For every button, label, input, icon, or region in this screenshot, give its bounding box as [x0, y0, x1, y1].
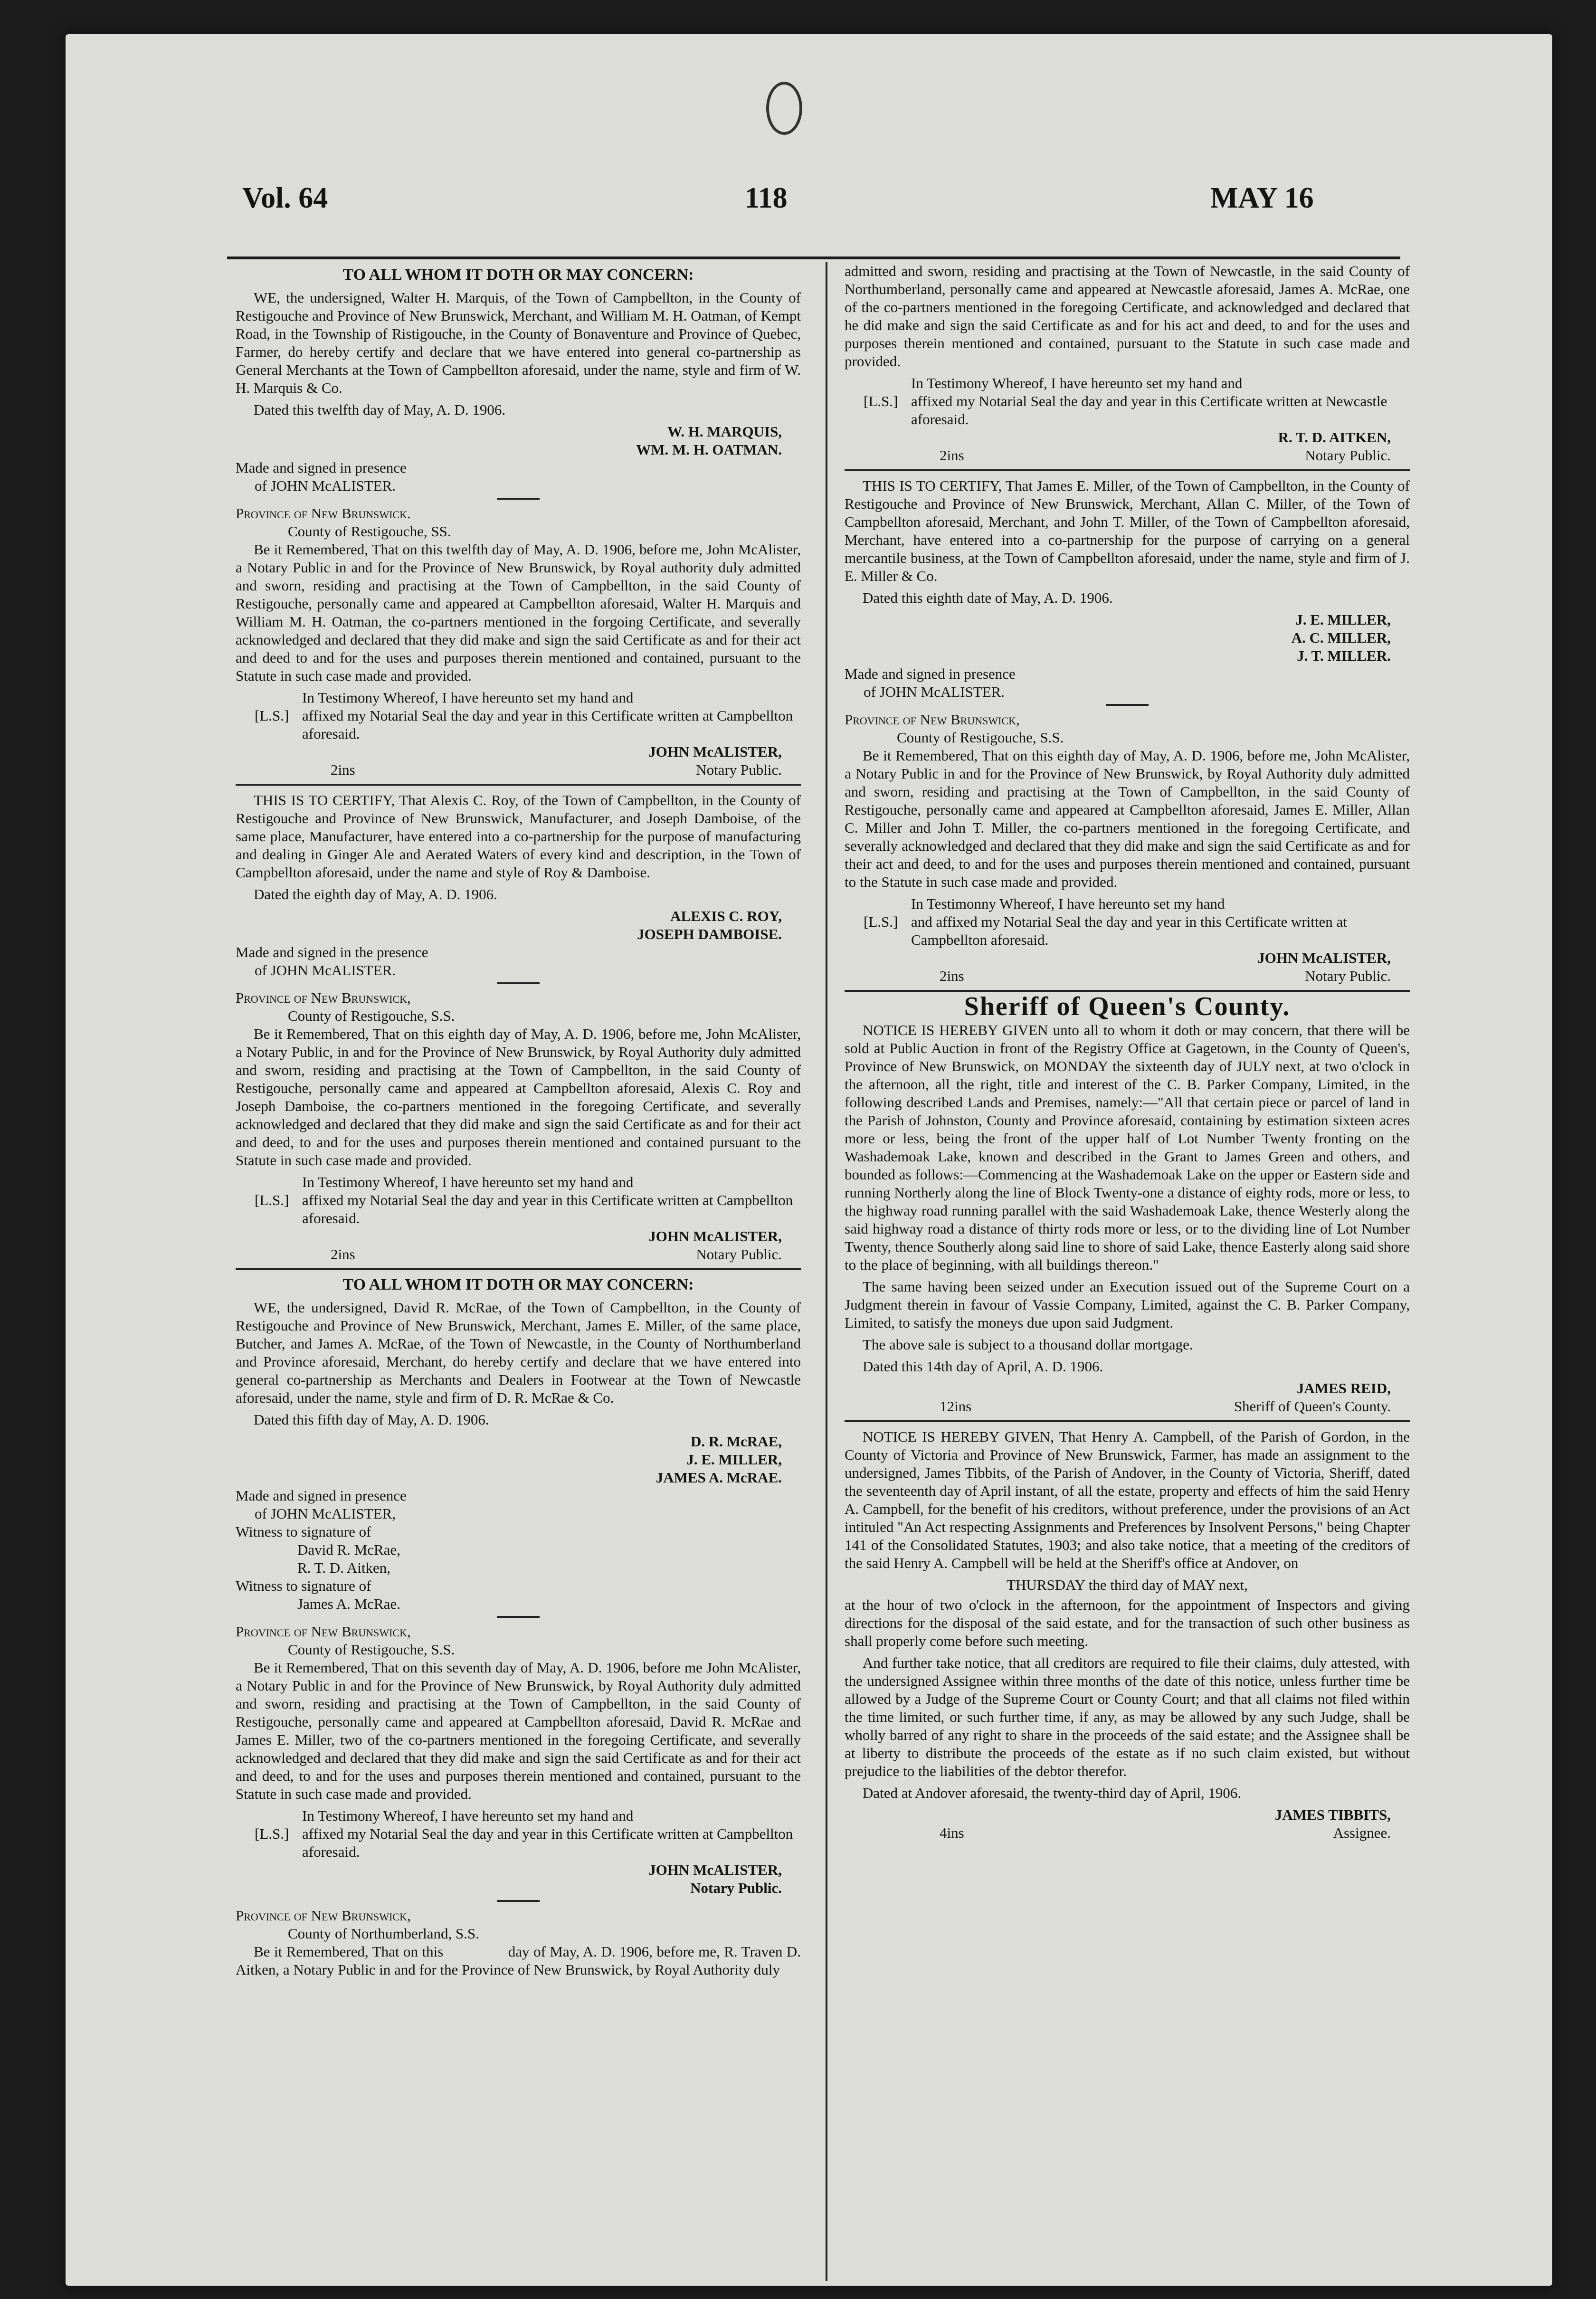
county-line: County of Northumberland, S.S. [288, 1925, 479, 1942]
notice-footer [236, 761, 801, 779]
presence-witness: of JOHN McALISTER. [255, 962, 396, 978]
signature: JAMES A. McRAE. [656, 1469, 782, 1486]
notice-footer [845, 1397, 1410, 1416]
issue-date: MAY 16 [1210, 182, 1314, 214]
ink-mark [766, 82, 802, 135]
province-line: Province of New Brunswick, [236, 1623, 411, 1640]
seal-block [236, 1825, 801, 1861]
witness-name: James A. McRae. [297, 1596, 400, 1612]
page-number: 118 [745, 182, 788, 214]
partnership-notice-marquis [236, 266, 801, 779]
sale-title: Sheriff of Queen's County. [964, 992, 1291, 1021]
notary-title: Notary Public. [696, 1246, 782, 1263]
seal-tag: [L.S.] [255, 1192, 289, 1208]
volume-number: Vol. 64 [242, 182, 328, 214]
notice-footer [845, 1824, 1410, 1842]
sale-mortgage: The above sale is subject to a thousand dollar mortgage. [863, 1336, 1193, 1353]
section-rule [845, 1420, 1410, 1422]
province-line: Province of New Brunswick, [236, 1907, 411, 1924]
notice-footer [236, 1245, 801, 1264]
column-divider [826, 262, 827, 2281]
seal-tag: [L.S.] [864, 393, 898, 409]
testimony-line: In Testimony Whereof, I have hereunto set my hand and [302, 1807, 634, 1824]
witness-name: David R. McRae, [297, 1541, 400, 1558]
remembered-text: Be it Remembered, That on this day of May, A. D. 1906, before me, R. Traven D. Aitken, a Notary Public in and for the Province of New Brunswick, by Royal Authority duly [236, 1943, 804, 1978]
seal-tag: [L.S.] [864, 913, 898, 930]
signature: J. E. MILLER, [686, 1451, 782, 1468]
signature: A. C. MILLER, [1291, 629, 1391, 646]
presence-line: Made and signed in presence [236, 459, 407, 476]
province-line: Province of New Brunswick, [236, 989, 411, 1006]
sheriff-signature: JAMES REID, [1296, 1380, 1391, 1396]
left-column [236, 262, 804, 1983]
remembered-text: Be it Remembered, That on this twelfth day of May, A. D. 1906, before me, John McAlister, a Notary Public in and for the Province of New Brunswick, by Royal authority duly admitted and sworn, residing and practising at the Town of Campbellton, in the said County of Restigouche, personally came and appeared at Campbellton aforesaid, Walter H. Marquis and William M. H. Oatman, the co-partners mentioned in the forgoing Certificate, and severally acknowledged and declared that they did make and sign the said Certificate as and for their act and deed to and for the uses and purposes therein mentioned and contained, pursuant to the Statute in such case made and provided. [236, 541, 801, 684]
notary-signature: JOHN McALISTER, [648, 743, 782, 760]
seal-text: and affixed my Notarial Seal the day and year in this Certificate written at Campbellton aforesaid. [911, 913, 1347, 948]
presence-line: Made and signed in the presence [236, 944, 428, 960]
notice-body: WE, the undersigned, David R. McRae, of the Town of Campbellton, in the County of Restigouche and Province of New Brunswick, Merchant, James E. Miller, of the same place, Butcher, and James A. McRae, of the Town of Newcastle, in the County of Northumberland and Province aforesaid, Merchant, do hereby certify and declare that we have entered into general co-partnership as Merchants and Dealers in Footwear at the Town of Newcastle aforesaid, under the name, style and firm of D. R. McRae & Co. [236, 1299, 801, 1406]
seal-tag: [L.S.] [255, 707, 289, 724]
notice-heading: TO ALL WHOM IT DOTH OR MAY CONCERN: [342, 266, 694, 284]
mcrae-notice-continued [845, 262, 1410, 465]
signature: ALEXIS C. ROY, [670, 908, 782, 924]
short-rule [1106, 704, 1149, 706]
notary-title: Notary Public. [1305, 447, 1391, 464]
notice-dated: Dated this twelfth day of May, A. D. 1906. [254, 401, 506, 418]
notary-title: Notary Public. [696, 761, 782, 778]
testimony-line: In Testimony Whereof, I have hereunto set my hand and [302, 1174, 634, 1190]
partnership-notice-miller [845, 477, 1410, 985]
presence-line: Made and signed in presence [236, 1487, 407, 1504]
sheriff-title: Sheriff of Queen's County. [1234, 1398, 1391, 1415]
partnership-notice-mcrae [236, 1276, 804, 1979]
assignment-meeting: at the hour of two o'clock in the afternoon, for the appointment of Inspectors and giving directions for the disposal of the said estate, and for the transaction of such other business as shall properly come before such meeting. [845, 1596, 1410, 1649]
signature: D. R. McRAE, [691, 1433, 782, 1450]
witness-line: Witness to signature of [236, 1523, 371, 1540]
sale-dated: Dated this 14th day of April, A. D. 1906. [863, 1358, 1103, 1375]
assignment-notice [845, 1428, 1410, 1842]
signature: WM. M. H. OATMAN. [636, 441, 782, 458]
section-rule [845, 469, 1410, 471]
testimony-line: In Testimonny Whereof, I have hereunto set my hand [911, 895, 1225, 912]
witness-name: R. T. D. Aitken, [297, 1559, 391, 1576]
county-line: County of Restigouche, S.S. [288, 1007, 455, 1024]
seal-block [236, 1191, 801, 1227]
notary-signature: JOHN McALISTER, [1257, 950, 1391, 966]
sale-execution: The same having been seized under an Execution issued out of the Supreme Court on a Judgment therein in favour of Vassie Company, Limited, against the C. B. Parker Company, Limited, to satisfy the moneys due upon said Judgment. [845, 1278, 1410, 1331]
notice-body: WE, the undersigned, Walter H. Marquis, of the Town of Campbellton, in the County of Restigouche and Province of New Brunswick, Merchant, and William M. H. Oatman, of Kempt Road, in the Township of Ristigouche, in the County of Bonaventure and Province of Quebec, Farmer, do hereby certify and declare that we have entered into general co-partnership as General Merchants at the Town of Campbellton aforesaid, under the name, style and firm of W. H. Marquis & Co. [236, 289, 801, 396]
assignment-claims: And further take notice, that all creditors are required to file their claims, duly attested, with the undersigned Assignee within three months of the date of this notice, unless further time be allowed by a Judge of the Supreme Court or County Court; and that all claims not filed within the time limited, or such further time, if any, as may be allowed by any such Judge, shall be wholly barred of any right to share in the proceeds of the said estate; and the Assignee shall be at liberty to distribute the proceeds of the estate as if no such claim existed, but without prejudice to the liabilities of the debtor therefor. [845, 1654, 1410, 1779]
testimony-line: In Testimony Whereof, I have hereunto set my hand and [911, 375, 1243, 391]
insertion-count: 4ins [940, 1824, 964, 1841]
insertion-count: 12ins [940, 1398, 972, 1415]
province-line: Province of New Brunswick. [236, 505, 411, 522]
province-line: Province of New Brunswick, [845, 711, 1020, 728]
notice-heading: TO ALL WHOM IT DOTH OR MAY CONCERN: [342, 1276, 694, 1293]
notice-dated: Dated this fifth day of May, A. D. 1906. [254, 1411, 489, 1428]
notice-footer [845, 967, 1410, 985]
seal-block [236, 707, 801, 743]
county-line: County of Restigouche, SS. [288, 523, 451, 540]
county-line: County of Restigouche, S.S. [897, 729, 1064, 746]
header-rule [227, 256, 1400, 259]
insertion-count: 2ins [940, 968, 964, 984]
right-column [845, 262, 1410, 1842]
county-line: County of Restigouche, S.S. [288, 1641, 455, 1658]
notary-signature: JOHN McALISTER, [648, 1862, 782, 1878]
notary-signature: R. T. D. AITKEN, [1278, 429, 1391, 446]
remembered-text: Be it Remembered, That on this eighth day of May, A. D. 1906, before me, John McAlister, a Notary Public, in and for the Province of New Brunswick, by Royal Authority duly admitted and sworn, residing and practising at the Town of Campbellton, in the said County of Restigouche, personally came and appeared at Campbellton aforesaid, Alexis C. Roy and Joseph Damboise, the co-partners mentioned in the foregoing Certificate, and severally acknowledged and declared that they did make and sign the said Certificate as and for their act and deed, to and for the uses and purposes therein mentioned and contained pursuant to the Statute in such case made and provided. [236, 1026, 801, 1168]
partnership-notice-roy [236, 791, 801, 1264]
seal-text: affixed my Notarial Seal the day and year in this Certificate written at Campbellton aforesaid. [302, 1825, 793, 1860]
notice-dated: Dated the eighth day of May, A. D. 1906. [254, 886, 497, 902]
short-rule [497, 498, 540, 500]
short-rule [497, 1616, 540, 1618]
notary-title: Notary Public. [1305, 968, 1391, 984]
notary-title: Notary Public. [690, 1880, 782, 1896]
presence-witness: of JOHN McALISTER. [255, 477, 396, 494]
notice-footer [845, 446, 1410, 465]
presence-witness: of JOHN McALISTER, [255, 1505, 396, 1522]
notice-body: THIS IS TO CERTIFY, That James E. Miller, of the Town of Campbellton, in the County of Restigouche and Province of New Brunswick, Merchant, Allan C. Miller, of the Town of Campbellton aforesaid, Merchant, and John T. Miller, of the Town of Campbellton aforesaid, Merchant, have entered into a co-partnership for the purpose of carrying on a general mercantile business, at the Town of Campbellton aforesaid, under the name, style and firm of J. E. Miller & Co. [845, 477, 1410, 584]
continued-text: admitted and sworn, residing and practising at the Town of Newcastle, in the said County of Northumberland, personally came and appeared at Newcastle aforesaid, James A. McRae, one of the co-partners mentioned in the foregoing Certificate, and acknowledged and declared that he did make and sign the said Certificate as and for his act and deed, to and for the uses and purposes therein mentioned and contained, pursuant to the Statute in such case made and provided. [845, 263, 1410, 370]
seal-tag: [L.S.] [255, 1825, 289, 1842]
assignee-signature: JAMES TIBBITS, [1274, 1806, 1391, 1823]
assignee-title: Assignee. [1333, 1824, 1391, 1841]
assignment-dated: Dated at Andover aforesaid, the twenty-third day of April, 1906. [863, 1785, 1242, 1801]
section-rule [236, 1268, 801, 1270]
short-rule [497, 982, 540, 984]
signature: J. T. MILLER. [1297, 647, 1391, 664]
presence-line: Made and signed in presence [845, 665, 1016, 682]
seal-block [845, 913, 1410, 949]
seal-block [845, 392, 1410, 428]
assignment-body: NOTICE IS HEREBY GIVEN, That Henry A. Campbell, of the Parish of Gordon, in the County of Victoria and Province of New Brunswick, Farmer, has made an assignment to the undersigned, James Tibbits, of the Parish of Andover, in the County of Victoria, Sheriff, dated the seventeenth day of April instant, of all the estate, property and effects of him the said Henry A. Campbell, for the benefit of his creditors, without preference, under the provisions of an Act intituled "An Act respecting Assignments and Preferences by Insolvent Persons," being Chapter 141 of the Consolidated Statutes, 1903; and also take notice, that a meeting of the creditors of the said Henry A. Campbell will be held at the Sheriff's office at Andover, on [845, 1428, 1410, 1571]
sale-body: NOTICE IS HEREBY GIVEN unto all to whom it doth or may concern, that there will be sold at Public Auction in front of the Registry Office at Gagetown, in the County of Queen's, Province of New Brunswick, on MONDAY the sixteenth day of JULY next, at two o'clock in the afternoon, all the right, title and interest of the C. B. Parker Company, Limited, in the following described Lands and Premises, namely:—"All that certain piece or parcel of land in the Parish of Johnston, County and Province aforesaid, containing by estimation sixteen acres more or less, being the front of the upper half of Lot Number Twenty fronting on the Washademoak Lake, known and described in the Grant to James Green and others, and bounded as follows:—Commencing at the Washademoak Lake on the upper or Eastern side and running Northerly along the line of Block Twenty-one a distance of eighty rods, more or less, to the highway road running parallel with the said Washademoak Lake, thence Westerly along the said highway road a distance of thirty rods more or less, or to the dividing line of Lot Number Twenty, thence Southerly along said line to shore of said Lake, thence Easterly along said shore to the place of beginning, with all buildings thereon." [845, 1022, 1410, 1273]
insertion-count: 2ins [940, 447, 964, 464]
notice-of-sale [845, 992, 1410, 1416]
insertion-count: 2ins [331, 1246, 355, 1263]
short-rule [497, 1900, 540, 1902]
remembered-text: Be it Remembered, That on this eighth day of May, A. D. 1906, before me, John McAlister, a Notary Public in and for the Province of New Brunswick, by Royal Authority duly admitted and sworn, residing and practising at the Town of Campbellton, in the said County of Restigouche, personally came and appeared at Campbellton aforesaid, James E. Miller, Allan C. Miller and John T. Miller, the co-partners mentioned in the foregoing Certificate, and severally acknowledged and declared that they did make and sign the said Certificate as and for their act and deed, to and for the uses and purposes therein mentioned and contained, pursuant to the Statute in such case made and provided. [845, 747, 1410, 890]
seal-text: affixed my Notarial Seal the day and year in this Certificate written at Campbellton aforesaid. [302, 707, 793, 742]
insertion-count: 2ins [331, 761, 355, 778]
remembered-text: Be it Remembered, That on this seventh day of May, A. D. 1906, before me John McAlister, a Notary Public in and for the Province of New Brunswick, by Royal Authority duly admitted and sworn, residing and practising at the Town of Campbellton, in the said County of Restigouche, personally came and appeared at Campbellton aforesaid, David R. McRae and James E. Miller, two of the co-partners mentioned in the foregoing Certificate, and severally acknowledged and declared that they did make and sign the said Certificate as and for their act and deed, to and for the uses and purposes therein mentioned and contained, pursuant to the Statute in such case made and provided. [236, 1659, 801, 1802]
notice-dated: Dated this eighth date of May, A. D. 1906. [863, 589, 1113, 606]
notice-body: THIS IS TO CERTIFY, That Alexis C. Roy, of the Town of Campbellton, in the County of Restigouche and Province of New Brunswick, Manufacturer, and Joseph Damboise, of the same place, Manufacturer, have entered into a co-partnership for the purpose of manufacturing and dealing in Ginger Ale and Aerated Waters of every kind and description, in the Town of Campbellton aforesaid, under the name and style of Roy & Damboise. [236, 792, 801, 881]
signature: J. E. MILLER, [1295, 611, 1391, 628]
seal-text: affixed my Notarial Seal the day and year in this Certificate written at Campbellton aforesaid. [302, 1192, 793, 1226]
meeting-date: THURSDAY the third day of MAY next, [1007, 1577, 1248, 1593]
witness-line: Witness to signature of [236, 1577, 371, 1594]
signature: JOSEPH DAMBOISE. [637, 926, 782, 942]
presence-witness: of JOHN McALISTER. [864, 684, 1005, 700]
notary-signature: JOHN McALISTER, [648, 1228, 782, 1244]
signature: W. H. MARQUIS, [667, 423, 782, 440]
seal-text: affixed my Notarial Seal the day and year in this Certificate written at Newcastle aforesaid. [911, 393, 1387, 428]
newspaper-page [66, 34, 1552, 2286]
section-rule [236, 784, 801, 786]
testimony-line: In Testimony Whereof, I have hereunto set my hand and [302, 689, 634, 706]
